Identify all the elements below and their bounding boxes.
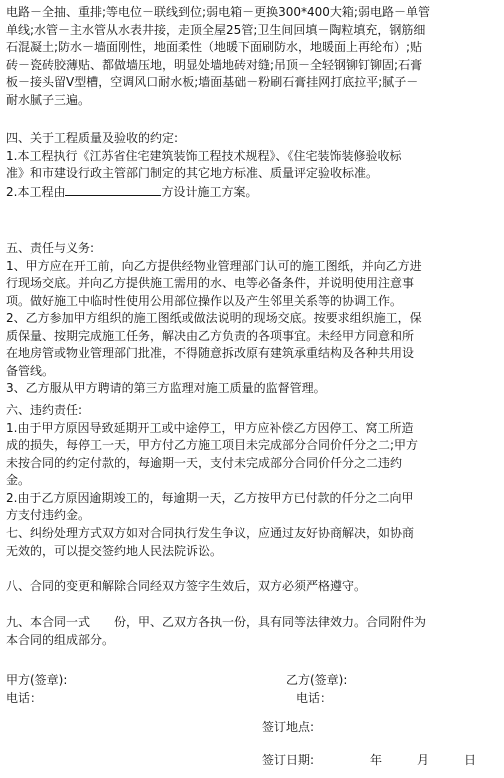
section-8-line: 八、合同的变更和解除合同经双方签字生效后，双方必须严格遵守。 bbox=[6, 579, 367, 593]
section-6-line: 2.由于乙方原因逾期竣工的，每逾期一天，乙方按甲方已付款的仟分之二向甲 bbox=[6, 490, 414, 505]
section-6-heading: 六、违约责任: bbox=[6, 403, 83, 417]
section-7-line: 七、纠纷处理方式双方如对合同执行发生争议，应通过友好协商解决，如协商 bbox=[6, 526, 415, 540]
section-5-line: 3、乙方服从甲方聘请的第三方监理对施工质量的监督管理。 bbox=[6, 381, 326, 395]
section-4-line: 准》和市建设行政主管部门制定的其它地方标准、质量评定验收标准。 bbox=[6, 166, 379, 180]
section-4-item-2-prefix: 2.本工程由 bbox=[6, 184, 66, 199]
section-6-line: 方支付违约金。 bbox=[6, 508, 91, 522]
section-4-heading: 四、关于工程质量及验收的约定: bbox=[6, 131, 179, 145]
intro-line: 电路－全抽、重排;等电位－联线到位;弱电箱－更换300*400大箱;弱电路－单管 bbox=[6, 5, 430, 19]
party-a-phone-label: 电话： bbox=[6, 691, 43, 705]
section-6-line: 1.由于甲方原因导致延期开工或中途停工，甲方应补偿乙方因停工、窝工所造 bbox=[6, 420, 414, 435]
section-5-line: 1、甲方应在开工前，向乙方提供经物业管理部门认可的施工图纸，并向乙方进 bbox=[6, 258, 422, 273]
section-6-line: 成的损失，每停工一天，甲方付乙方施工项目未完成部分合同价仟分之二;甲方 bbox=[6, 438, 419, 452]
section-5-line: 备管线。 bbox=[6, 363, 55, 378]
sign-date-month: 月 bbox=[417, 753, 430, 767]
section-4 bbox=[6, 130, 500, 201]
intro-line: 石混凝土;防水－墙面刚性，地面柔性（地暖下面刷防水，地暖面上再纶布）;贴 bbox=[6, 40, 423, 54]
section-6-line: 金。 bbox=[6, 473, 31, 487]
sign-date-label: 签订日期: bbox=[262, 753, 315, 767]
intro-line: 板－接头留V型槽，空调风口耐水板;墙面基础－粉刷石膏挂网打底拉平;腻子－ bbox=[6, 75, 419, 89]
section-4-line: 1.本工程执行《江苏省住宅建筑装饰工程技术规程》、《住宅装饰装修验收标 bbox=[6, 148, 402, 163]
section-6 bbox=[6, 402, 500, 525]
party-a-signature-label: 甲方(签章): bbox=[6, 673, 68, 687]
sign-place-label: 签订地点: bbox=[262, 720, 315, 734]
blank-underline bbox=[65, 183, 161, 196]
party-b-signature-label: 乙方(签章): bbox=[286, 673, 348, 687]
section-5-line: 行现场交底。并向乙方提供施工需用的水、电等必备条件，并说明使用注意事 bbox=[6, 276, 415, 290]
sign-date-day: 日 bbox=[464, 753, 477, 767]
section-8 bbox=[6, 578, 500, 596]
intro-line: 耐水腻子三遍。 bbox=[6, 92, 91, 107]
sign-date-year: 年 bbox=[370, 753, 383, 767]
section-7 bbox=[6, 525, 500, 560]
party-b-phone-label: 电话： bbox=[296, 691, 333, 705]
section-5-line: 2、乙方参加甲方组织的施工图纸或做法说明的现场交底。按要求组织施工，保 bbox=[6, 311, 422, 325]
section-4-item-2 bbox=[6, 183, 500, 202]
section-9-line: 本合同的组成部分。 bbox=[6, 632, 115, 647]
intro-line: 单线;水管－主水管从水表井接，走顶全屋25管;卫生间回填－陶粒填充，钢筋细 bbox=[6, 22, 426, 37]
intro-paragraph bbox=[6, 4, 500, 109]
section-9 bbox=[6, 614, 500, 649]
section-9-line: 九、本合同一式 份，甲、乙双方各执一份，具有同等法律效力。合同附件为 bbox=[6, 615, 427, 629]
intro-line: 砖－瓷砖胶薄贴、都做墙压地，明显处墙地砖对缝;吊顶－全轻钢铆钉铆固;石膏 bbox=[6, 57, 423, 72]
section-5 bbox=[6, 240, 500, 398]
section-6-line: 未按合同的约定付款的，每逾期一天，支付未完成部分合同价仟分之二违约 bbox=[6, 455, 403, 470]
section-4-item-2-suffix: 方设计施工方案。 bbox=[161, 184, 258, 199]
section-7-line: 无效的，可以提交签约地人民法院诉讼。 bbox=[6, 543, 223, 558]
section-5-line: 在地房管或物业管理部门批准，不得随意拆改原有建筑承重结构及各种共用设 bbox=[6, 346, 415, 360]
section-5-heading: 五、责任与义务: bbox=[6, 241, 95, 255]
section-5-line: 项。做好施工中临时性使用公用部位操作以及产生邻里关系等的协调工作。 bbox=[6, 293, 403, 308]
section-5-line: 质保量、按期完成施工任务，解决由乙方负责的各项事宜。未经甲方同意和所 bbox=[6, 328, 415, 343]
